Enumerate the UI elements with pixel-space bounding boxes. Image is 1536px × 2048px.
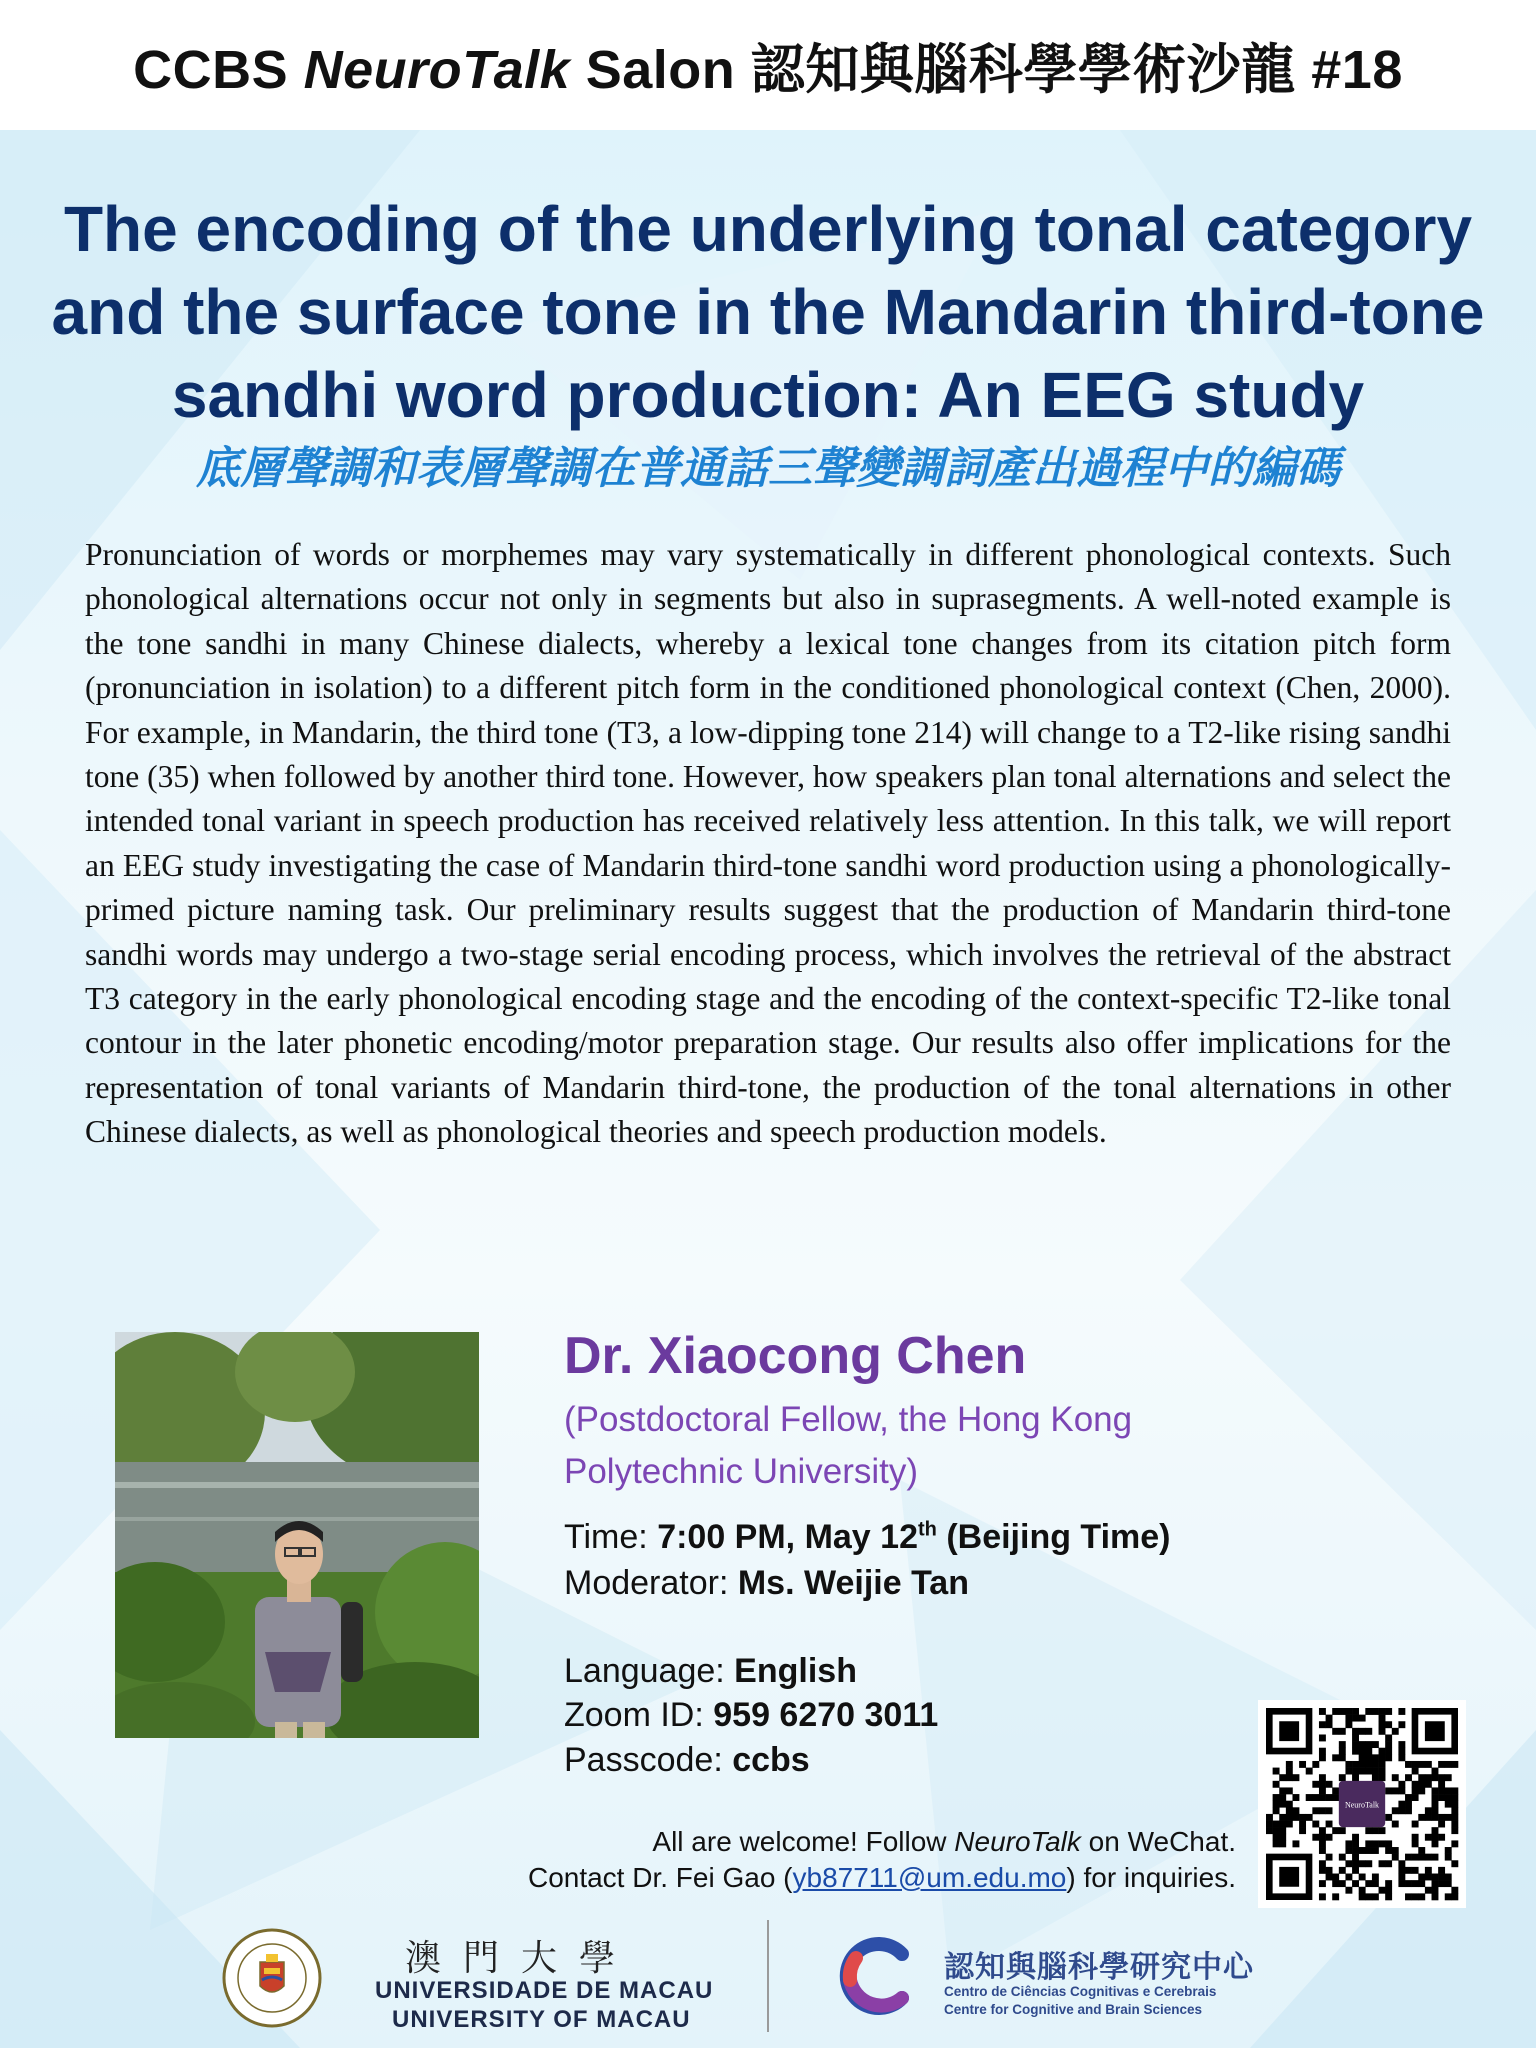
welcome-note — [528, 1824, 1236, 1896]
centre-name-portuguese: Centro de Ciências Cognitivas e Cerebrais — [944, 1984, 1217, 1999]
speaker-affiliation — [564, 1394, 1264, 1498]
event-passcode: Passcode: ccbs — [564, 1741, 810, 1779]
abstract-text: Pronunciation of words or morphemes may vary systematically in different phonological contexts. Such phonological alternations occur not only in segments but also in suprasegments. A well-noted example is the tone sandhi in many Chinese dialects, whereby a lexical tone changes from its citation pitch form (pronunciation in isolation) to a different pitch form in the conditioned phonological context (Chen, 2000). For example, in Mandarin, the third tone (T3, a low-dipping tone 214) will change to a T2-like rising sandhi tone (35) when followed by another third tone. However, how speakers plan tonal alternations and select the intended tonal variant in speech production has received relatively less attention. In this talk, we will report an EEG study investigating the case of Mandarin third-tone sandhi word production using a phonologically-primed picture naming task. Our preliminary results suggest that the production of Mandarin third-tone sandhi words may undergo a two-stage serial encoding process, which involves the retrieval of the abstract T3 category in the early phonological encoding stage and the encoding of the context-specific T2-like tonal contour in the later phonetic encoding/motor preparation stage. Our results also offer implications for the representation of tonal variants of Mandarin third-tone, the production of the tonal alternations in other Chinese dialects, as well as phonological theories and speech production models. — [85, 537, 1451, 1150]
ccbs-logo-icon — [836, 1936, 916, 2016]
contact-line: Contact Dr. Fei Gao (yb87711@um.edu.mo) for inquiries. — [527, 1862, 1236, 1893]
talk-title: The encoding of the underlying tonal category and the surface tone in the Mandarin third-tone sandhi word production: An EEG study — [51, 193, 1485, 431]
centre-name-english: Centre for Cognitive and Brain Sciences — [944, 2002, 1203, 2017]
affiliation-line-2: Polytechnic University) — [564, 1452, 918, 1491]
university-name-chinese: 澳門大學 — [405, 1938, 638, 1979]
qr-center-label: NeuroTalk — [1344, 1800, 1380, 1810]
event-time: Time: 7:00 PM, May 12th (Beijing Time) — [564, 1518, 1171, 1556]
speaker-name: Dr. Xiaocong Chen — [564, 1327, 1027, 1385]
welcome-line: All are welcome! Follow NeuroTalk on WeChat. — [652, 1826, 1236, 1857]
university-name-portuguese: UNIVERSIDADE DE MACAU — [375, 1977, 714, 2004]
university-seal-icon — [222, 1928, 322, 2028]
logo-divider — [767, 1920, 769, 2032]
event-language: Language: English — [564, 1652, 857, 1690]
series-title: CCBS NeuroTalk Salon 認知與腦科學學術沙龍 #18 — [133, 39, 1403, 100]
affiliation-line-1: (Postdoctoral Fellow, the Hong Kong — [564, 1400, 1133, 1439]
contact-email-link[interactable]: yb87711@um.edu.mo — [792, 1862, 1067, 1893]
centre-name-chinese: 認知與腦科學研究中心 — [944, 1951, 1254, 1984]
speaker-photo — [115, 1332, 479, 1738]
event-zoom-id: Zoom ID: 959 6270 3011 — [564, 1696, 939, 1734]
event-moderator: Moderator: Ms. Weijie Tan — [564, 1564, 969, 1602]
wechat-qr-code — [1258, 1700, 1466, 1908]
header-bar — [0, 0, 1536, 130]
talk-title-chinese: 底層聲調和表層聲調在普通話三聲變調詞產出過程中的編碼 — [196, 444, 1340, 493]
qr-pattern — [1258, 1700, 1466, 1908]
university-name-english: UNIVERSITY OF MACAU — [392, 2006, 691, 2033]
